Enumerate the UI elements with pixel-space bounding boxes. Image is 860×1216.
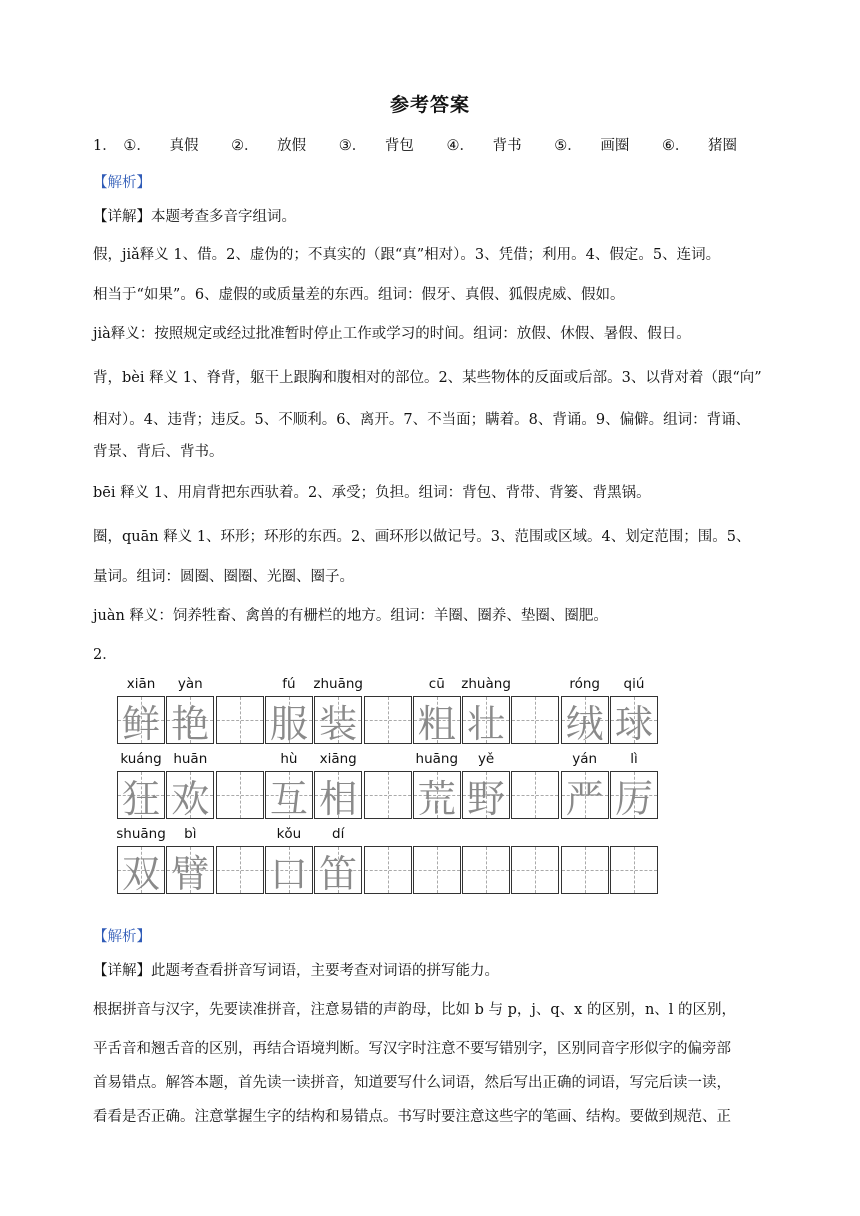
answer-marker: ④． bbox=[446, 138, 474, 154]
grid-cell bbox=[561, 846, 609, 894]
grid-cell bbox=[216, 696, 264, 744]
answer-character: 艳 bbox=[171, 701, 210, 746]
grid-cell bbox=[561, 771, 609, 819]
grid-cell bbox=[511, 696, 559, 744]
answer-word: 背书 bbox=[492, 138, 522, 154]
answer-character: 服 bbox=[269, 701, 308, 746]
box-row bbox=[117, 771, 658, 819]
detail-intro: 【详解】本题考查多音字组词。 bbox=[93, 209, 296, 225]
guide-line bbox=[486, 847, 487, 893]
guide-line bbox=[240, 697, 241, 743]
grid-cell bbox=[166, 846, 214, 894]
paragraph: 首易错点。解答本题，首先读一读拼音，知道要写什么词语，然后写出正确的词语，写完后读一读， bbox=[93, 1075, 731, 1091]
grid-cell bbox=[314, 846, 362, 894]
guide-line bbox=[240, 847, 241, 893]
answer-character: 双 bbox=[121, 851, 160, 896]
question-number: 1． bbox=[93, 138, 117, 154]
pinyin-label: shuāng bbox=[116, 826, 166, 842]
guide-line bbox=[437, 847, 438, 893]
answer-character: 严 bbox=[565, 776, 604, 821]
grid-cell bbox=[462, 696, 510, 744]
answer-marker: ②． bbox=[231, 138, 259, 154]
guide-line bbox=[585, 847, 586, 893]
pinyin-label: zhuàng bbox=[461, 676, 511, 692]
answer-character: 臂 bbox=[171, 851, 210, 896]
paragraph: 相当于“如果”。6、虚假的或质量差的东西。组词：假牙、真假、狐假虎威、假如。 bbox=[93, 287, 625, 303]
paragraph: 背，bèi 释义 1、脊背，躯干上跟胸和腹相对的部位。2、某些物体的反面或后部。3、以背对着（跟“向” bbox=[93, 370, 762, 386]
grid-cell bbox=[610, 696, 658, 744]
answer-character: 笛 bbox=[319, 851, 358, 896]
guide-line bbox=[388, 847, 389, 893]
grid-cell bbox=[364, 771, 412, 819]
answer-word: 背包 bbox=[384, 138, 414, 154]
pinyin-label: cū bbox=[428, 676, 445, 692]
pinyin-label: bì bbox=[184, 826, 197, 842]
grid-cell bbox=[265, 771, 313, 819]
answer-character: 互 bbox=[269, 776, 308, 821]
page-title: 参考答案 bbox=[389, 94, 470, 116]
grid-cell bbox=[413, 771, 461, 819]
paragraph: 圈，quān 释义 1、环形；环形的东西。2、画环形以做记号。3、范围或区域。4、划定范围；围。5、 bbox=[93, 529, 751, 545]
guide-line bbox=[388, 697, 389, 743]
answer-character: 狂 bbox=[121, 776, 160, 821]
answer-word: 放假 bbox=[277, 138, 307, 154]
paragraph: 相对）。4、违背；违反。5、不顺利。6、离开。7、不当面；瞒着。8、背诵。9、偏僻。组词：背诵、 bbox=[93, 412, 751, 428]
pinyin-label: huān bbox=[173, 751, 208, 767]
guide-line bbox=[634, 847, 635, 893]
guide-line bbox=[535, 697, 536, 743]
grid-cell bbox=[117, 771, 165, 819]
answer-character: 粗 bbox=[417, 701, 456, 746]
grid-cell bbox=[117, 846, 165, 894]
question-1-answers bbox=[93, 134, 773, 155]
answer-character: 壮 bbox=[467, 701, 506, 746]
pinyin-label: dí bbox=[332, 826, 345, 842]
answer-marker: ③． bbox=[338, 138, 367, 154]
paragraph: bēi 释义 1、用肩背把东西驮着。2、承受；负担。组词：背包、背带、背篓、背黑锅。 bbox=[93, 485, 651, 501]
answer-character: 球 bbox=[614, 701, 653, 746]
grid-cell bbox=[413, 846, 461, 894]
answer-character: 口 bbox=[269, 851, 308, 896]
answer-character: 绒 bbox=[565, 701, 604, 746]
grid-row bbox=[117, 751, 658, 819]
pinyin-label: yě bbox=[477, 751, 495, 767]
grid-cell bbox=[314, 771, 362, 819]
grid-cell bbox=[117, 696, 165, 744]
analysis-label: 【解析】 bbox=[93, 175, 151, 191]
grid-cell bbox=[216, 771, 264, 819]
answer-word: 画圈 bbox=[600, 138, 630, 154]
grid-cell bbox=[265, 696, 313, 744]
pinyin-label: kuáng bbox=[120, 751, 162, 767]
answer-marker: ⑤． bbox=[554, 138, 582, 154]
pinyin-label: qiú bbox=[623, 676, 645, 692]
box-row bbox=[117, 846, 658, 894]
grid-cell bbox=[314, 696, 362, 744]
grid-cell bbox=[166, 771, 214, 819]
pinyin-label: lì bbox=[630, 751, 638, 767]
grid-cell bbox=[462, 846, 510, 894]
answer-character: 相 bbox=[319, 776, 358, 821]
analysis-label: 【解析】 bbox=[93, 929, 151, 945]
pinyin-label: xiān bbox=[126, 676, 156, 692]
grid-cell bbox=[610, 771, 658, 819]
detail-intro: 【详解】此题考查看拼音写词语，主要考查对词语的拼写能力。 bbox=[93, 963, 499, 979]
guide-line bbox=[535, 772, 536, 818]
answer-marker: ⑥． bbox=[661, 138, 690, 154]
pinyin-label: xiāng bbox=[319, 751, 357, 767]
answer-character: 荒 bbox=[417, 776, 456, 821]
paragraph: 假，jiǎ释义 1、借。2、虚伪的；不真实的（跟“真”相对）。3、凭借；利用。4、假定。5、连词。 bbox=[93, 247, 721, 263]
paragraph: juàn 释义：饲养牲畜、禽兽的有栅栏的地方。组词：羊圈、圈养、垫圈、圈肥。 bbox=[93, 608, 608, 624]
answer-character: 装 bbox=[319, 701, 358, 746]
answer-character: 厉 bbox=[614, 776, 653, 821]
grid-cell bbox=[462, 771, 510, 819]
pinyin-label: róng bbox=[569, 676, 601, 692]
paragraph: 看看是否正确。注意掌握生字的结构和易错点。书写时要注意这些字的笔画、结构。要做到规范、正 bbox=[93, 1109, 731, 1125]
answer-marker: ①． bbox=[123, 138, 151, 154]
grid-cell bbox=[413, 696, 461, 744]
pinyin-label: yàn bbox=[177, 676, 203, 692]
grid-row bbox=[117, 826, 658, 894]
answer-character: 鲜 bbox=[121, 701, 160, 746]
guide-line bbox=[535, 847, 536, 893]
grid-cell bbox=[216, 846, 264, 894]
pinyin-label: fú bbox=[282, 676, 296, 692]
pinyin-label: hù bbox=[280, 751, 298, 767]
grid-cell bbox=[364, 846, 412, 894]
answer-character: 野 bbox=[467, 776, 506, 821]
grid-cell bbox=[511, 771, 559, 819]
grid-cell bbox=[265, 846, 313, 894]
answer-character: 欢 bbox=[171, 776, 210, 821]
pinyin-label: yán bbox=[572, 751, 598, 767]
pinyin-label: kǒu bbox=[276, 826, 302, 842]
paragraph: jià释义：按照规定或经过批准暂时停止工作或学习的时间。组词：放假、休假、暑假、假日。 bbox=[93, 326, 691, 342]
paragraph: 背景、背后、背书。 bbox=[93, 444, 224, 460]
answer-word: 真假 bbox=[169, 138, 199, 154]
paragraph: 根据拼音与汉字，先要读准拼音，注意易错的声韵母，比如 b 与 p，j、q、x 的区别，n、l 的区别， bbox=[93, 1002, 737, 1018]
grid-cell bbox=[610, 846, 658, 894]
grid-cell bbox=[166, 696, 214, 744]
pinyin-label: huāng bbox=[415, 751, 459, 767]
grid-cell bbox=[511, 846, 559, 894]
pinyin-label: zhuāng bbox=[313, 676, 363, 692]
guide-line bbox=[388, 772, 389, 818]
paragraph: 平舌音和翘舌音的区别，再结合语境判断。写汉字时注意不要写错别字，区别同音字形似字的偏旁部 bbox=[93, 1041, 731, 1057]
question-number: 2． bbox=[93, 647, 117, 663]
grid-cell bbox=[561, 696, 609, 744]
box-row bbox=[117, 696, 658, 744]
grid-row bbox=[117, 676, 658, 744]
grid-cell bbox=[364, 696, 412, 744]
paragraph: 量词。组词：圆圈、圈圈、光圈、圈子。 bbox=[93, 569, 354, 585]
answer-word: 猪圈 bbox=[708, 138, 738, 154]
guide-line bbox=[240, 772, 241, 818]
